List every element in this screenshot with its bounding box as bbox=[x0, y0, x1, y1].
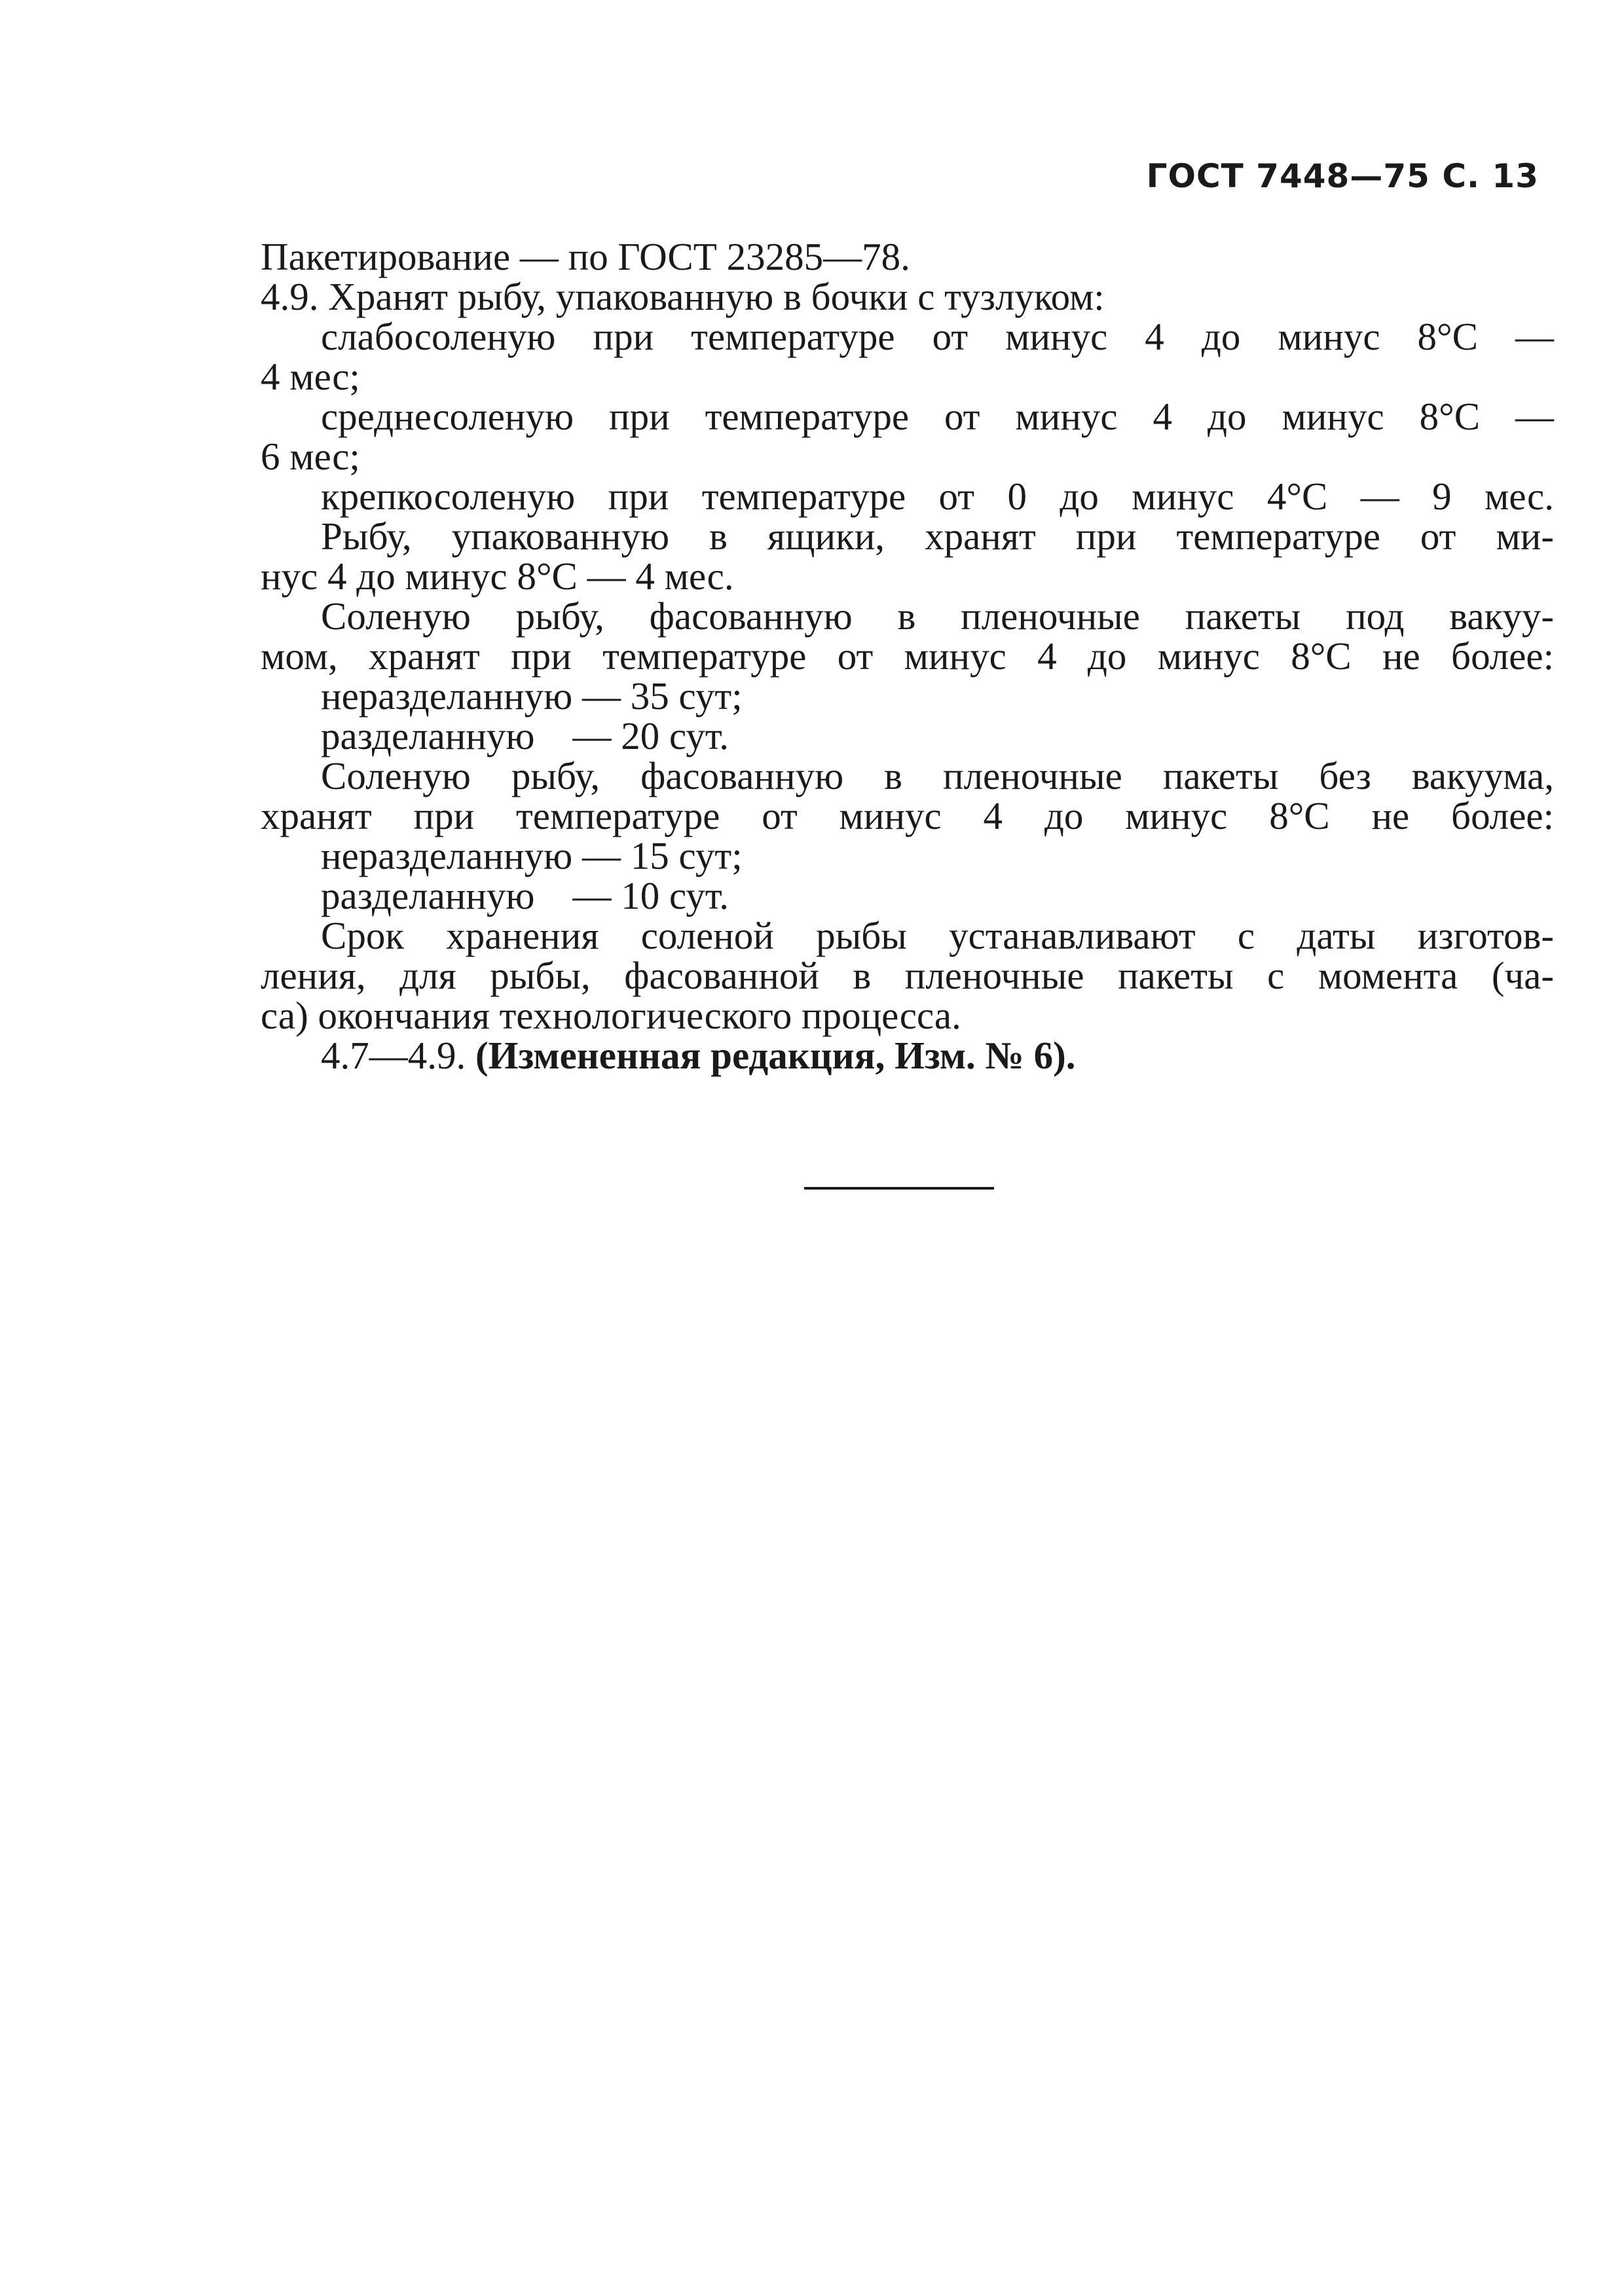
storage-item-label: неразделанную bbox=[321, 674, 573, 718]
storage-item-label: разделанную bbox=[321, 714, 535, 757]
text-line bbox=[261, 836, 1554, 876]
text-line: нус 4 до минус 8°С — 4 мес. bbox=[261, 555, 734, 598]
storage-item-term: — 35 сут; bbox=[582, 674, 743, 718]
text-line: мом, хранят при температуре от минус 4 до минус 8°С не более: bbox=[261, 634, 1554, 678]
text-line: Рыбу, упакованную в ящики, хранят при температуре от ми- bbox=[321, 515, 1554, 558]
text-line bbox=[261, 716, 1554, 756]
amendment-range: 4.7—4.9. bbox=[321, 1034, 466, 1077]
section-heading-4-9: 4.9. Хранят рыбу, упакованную в бочки с тузлуком: bbox=[261, 275, 1105, 318]
text-line: ления, для рыбы, фасованной в пленочные пакеты с момента (ча- bbox=[261, 954, 1554, 997]
text-line: 4 мес; bbox=[261, 355, 360, 398]
text-line: среднесоленую при температуре от минус 4 до минус 8°С — bbox=[321, 395, 1554, 438]
text-line: хранят при температуре от минус 4 до минус 8°С не более: bbox=[261, 794, 1554, 837]
text-line: Соленую рыбу, фасованную в пленочные пакеты без вакуума, bbox=[321, 754, 1554, 797]
storage-item-term: — 10 сут. bbox=[572, 874, 729, 917]
end-divider bbox=[804, 1187, 994, 1190]
text-line: Соленую рыбу, фасованную в пленочные пакеты под вакуу- bbox=[321, 594, 1554, 638]
text-line bbox=[261, 876, 1554, 916]
storage-item-term: — 15 сут; bbox=[582, 834, 743, 877]
storage-item-label: разделанную bbox=[321, 874, 535, 917]
text-line: Пакетирование — по ГОСТ 23285—78. bbox=[261, 235, 910, 278]
text-line: 6 мес; bbox=[261, 435, 360, 478]
amendment-label: (Измененная редакция, Изм. № 6). bbox=[475, 1034, 1076, 1077]
storage-item-term: — 20 сут. bbox=[572, 714, 729, 757]
storage-item-label: неразделанную bbox=[321, 834, 573, 877]
text-line: Срок хранения соленой рыбы устанавливают с даты изготов- bbox=[321, 914, 1554, 957]
text-line: крепкосоленую при температуре от 0 до минус 4°С — 9 мес. bbox=[321, 475, 1554, 518]
text-line bbox=[261, 676, 1554, 716]
amendment-note bbox=[261, 1036, 1554, 1076]
text-line: са) окончания технологического процесса. bbox=[261, 994, 961, 1037]
document-body bbox=[261, 237, 1554, 1076]
page-header: ГОСТ 7448—75 С. 13 bbox=[1146, 157, 1539, 195]
text-line: слабосоленую при температуре от минус 4 до минус 8°С — bbox=[321, 315, 1554, 358]
